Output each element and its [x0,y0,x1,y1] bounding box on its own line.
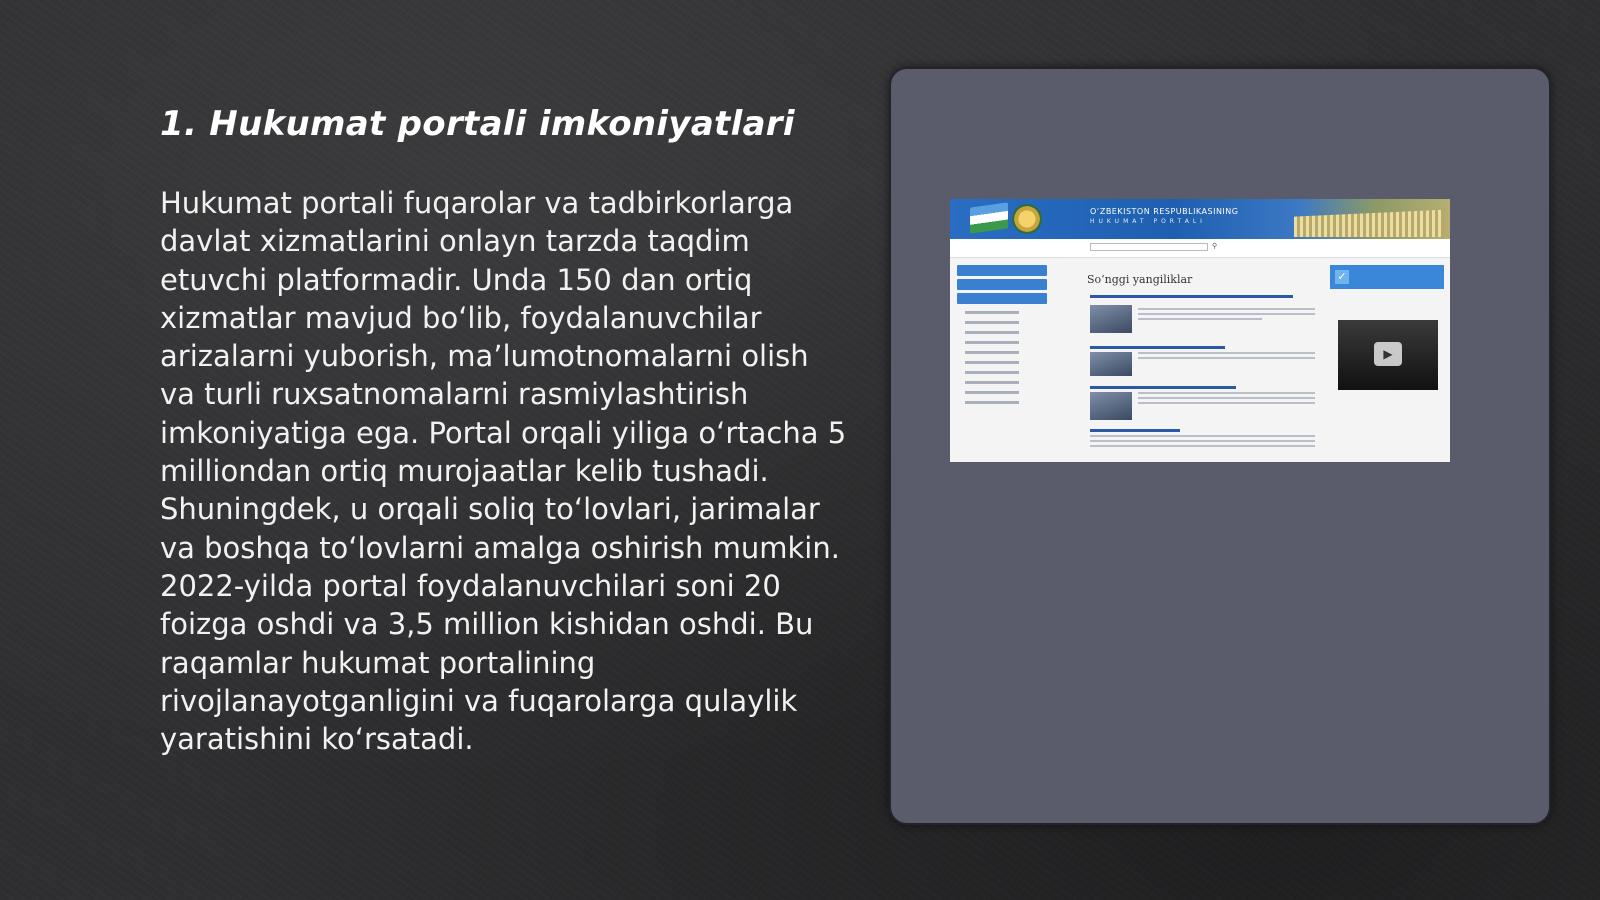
checkmark-icon: ✓ [1335,270,1349,284]
flag-icon [970,202,1008,233]
emblem-icon [1012,204,1042,234]
portal-sidebar [957,265,1047,404]
portal-banner [1330,265,1444,289]
slide-title: 1. Hukumat portali imkoniyatlari [160,104,795,144]
news-thumbnail [1090,352,1132,376]
portal-sidebar-link [965,311,1019,314]
portal-sidebar-link [965,391,1019,394]
portal-screenshot-image [950,199,1450,462]
portal-sidebar-link [965,321,1019,324]
portal-news-item [1090,346,1315,382]
portal-sidebar-link [965,371,1019,374]
portal-sidebar-link [965,341,1019,344]
portal-sidebar-link [965,401,1019,404]
portal-news-heading: So‘nggi yangiliklar [1087,273,1193,286]
portal-sidebar-link [965,331,1019,334]
portal-header-subtitle: HUKUMAT PORTALI [1090,218,1206,225]
portal-header [950,199,1450,239]
portal-nav-button [957,265,1047,276]
portal-sidebar-link [965,381,1019,384]
portal-news-item [1090,386,1315,426]
portal-nav-button [957,293,1047,304]
portal-news-item [1090,295,1315,337]
portal-sidebar-link [965,351,1019,354]
portal-sidebar-link [965,361,1019,364]
portal-right-column [1330,265,1444,361]
search-icon: ⚲ [1212,242,1218,250]
news-thumbnail [1090,305,1132,333]
play-icon: ▶ [1374,342,1402,366]
portal-search-input [1090,243,1208,251]
portal-video [1338,320,1438,390]
slide-body-text: Hukumat portali fuqarolar va tadbirkorlarga davlat xizmatlarini onlayn tarzda taqdim etuvchi platformadir. Unda 150 dan ortiq xizmatlar mavjud bo‘lib, foydalanuvchilar arizalarni yuborish, ma’lumotnomalarni olish va turli ruxsatnomalarni rasmiylashtirish imkoniyatiga ega. Portal orqali yiliga o‘rtacha 5 milliondan ortiq murojaatlar kelib tushadi. Shuningdek, u orqali soliq to‘lovlari, jarimalar va boshqa to‘lovlarni amalga oshirish mumkin. 2022-yilda portal foydalanuvchilari soni 20 foizga oshdi va 3,5 million kishidan oshdi. Bu raqamlar hukumat portalining rivojlanayotganligini va fuqarolarga qulaylik yaratishini ko‘rsatadi. [160,186,847,757]
building-image [1294,203,1444,237]
news-thumbnail [1090,392,1132,420]
portal-header-title: O‘ZBEKISTON RESPUBLIKASINING [1090,207,1239,216]
portal-news-item [1090,429,1315,457]
portal-nav-button [957,279,1047,290]
